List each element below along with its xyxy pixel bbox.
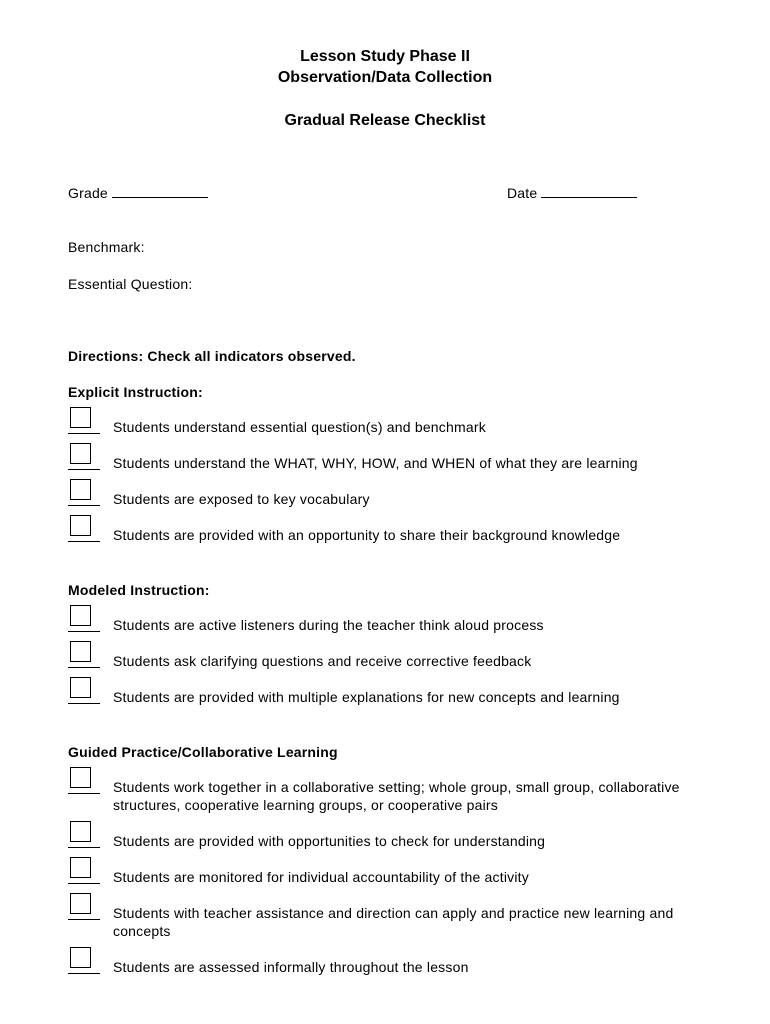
guided-practice-heading: Guided Practice/Collaborative Learning xyxy=(68,744,338,760)
checkbox-underline xyxy=(68,433,100,434)
grade-field[interactable] xyxy=(68,185,208,201)
date-blank-line[interactable] xyxy=(541,185,637,198)
indicator-checkbox[interactable] xyxy=(70,767,91,788)
checklist-item xyxy=(68,443,748,477)
checkbox-underline xyxy=(68,793,100,794)
checkbox-underline xyxy=(68,973,100,974)
checklist-item xyxy=(68,407,748,441)
checklist-item xyxy=(68,677,748,711)
checklist-item xyxy=(68,641,748,675)
indicator-checkbox[interactable] xyxy=(70,407,91,428)
indicator-checkbox[interactable] xyxy=(70,677,91,698)
indicator-text: Students are active listeners during the teacher think aloud process xyxy=(113,617,544,633)
indicator-text: Students are exposed to key vocabulary xyxy=(113,491,370,507)
document-title: Lesson Study Phase II xyxy=(300,48,470,65)
indicator-text: Students are monitored for individual accountability of the activity xyxy=(113,869,529,885)
checkbox-underline xyxy=(68,469,100,470)
checkbox-underline xyxy=(68,667,100,668)
indicator-checkbox[interactable] xyxy=(70,515,91,536)
indicator-text: Students are provided with opportunities to check for understanding xyxy=(113,833,546,849)
checkbox-underline xyxy=(68,919,100,920)
indicator-text: Students work together in a collaborative setting; whole group, small group, collaborative structures, cooperative learning groups, or cooperative pairs xyxy=(113,779,680,813)
indicator-text: Students are provided with multiple explanations for new concepts and learning xyxy=(113,689,620,705)
checklist-item xyxy=(68,515,748,549)
checkbox-underline xyxy=(68,883,100,884)
indicator-checkbox[interactable] xyxy=(70,641,91,662)
checklist-item xyxy=(68,947,748,981)
indicator-text: Students are assessed informally throughout the lesson xyxy=(113,959,469,975)
checkbox-underline xyxy=(68,631,100,632)
indicator-checkbox[interactable] xyxy=(70,893,91,914)
checkbox-underline xyxy=(68,541,100,542)
indicator-text: Students with teacher assistance and direction can apply and practice new learning and concepts xyxy=(113,905,674,939)
checklist-title: Gradual Release Checklist xyxy=(284,112,486,129)
checkbox-underline xyxy=(68,847,100,848)
document-subtitle-phase: Observation/Data Collection xyxy=(277,69,493,86)
benchmark-label: Benchmark: xyxy=(68,239,145,255)
indicator-text: Students are provided with an opportunity to share their background knowledge xyxy=(113,527,621,543)
indicator-checkbox[interactable] xyxy=(70,857,91,878)
date-label: Date xyxy=(507,185,538,201)
checklist-item xyxy=(68,857,748,891)
indicator-checkbox[interactable] xyxy=(70,821,91,842)
essential-question-label: Essential Question: xyxy=(68,276,193,292)
explicit-instruction-heading: Explicit Instruction: xyxy=(68,384,203,400)
checkbox-underline xyxy=(68,703,100,704)
checklist-item xyxy=(68,821,748,855)
indicator-checkbox[interactable] xyxy=(70,947,91,968)
indicator-checkbox[interactable] xyxy=(70,443,91,464)
grade-label: Grade xyxy=(68,185,108,201)
checklist-item xyxy=(68,893,748,939)
checklist-item xyxy=(68,605,748,639)
grade-blank-line[interactable] xyxy=(112,185,208,198)
indicator-checkbox[interactable] xyxy=(70,605,91,626)
indicator-text: Students understand the WHAT, WHY, HOW, and WHEN of what they are learning xyxy=(113,455,638,471)
checklist-item xyxy=(68,479,748,513)
modeled-instruction-heading: Modeled Instruction: xyxy=(68,582,210,598)
indicator-text: Students understand essential question(s) and benchmark xyxy=(113,419,486,435)
indicator-checkbox[interactable] xyxy=(70,479,91,500)
indicator-text: Students ask clarifying questions and receive corrective feedback xyxy=(113,653,532,669)
date-field[interactable] xyxy=(507,185,637,201)
checkbox-underline xyxy=(68,505,100,506)
directions-text: Directions: Check all indicators observed. xyxy=(68,348,356,364)
checklist-item xyxy=(68,767,748,813)
